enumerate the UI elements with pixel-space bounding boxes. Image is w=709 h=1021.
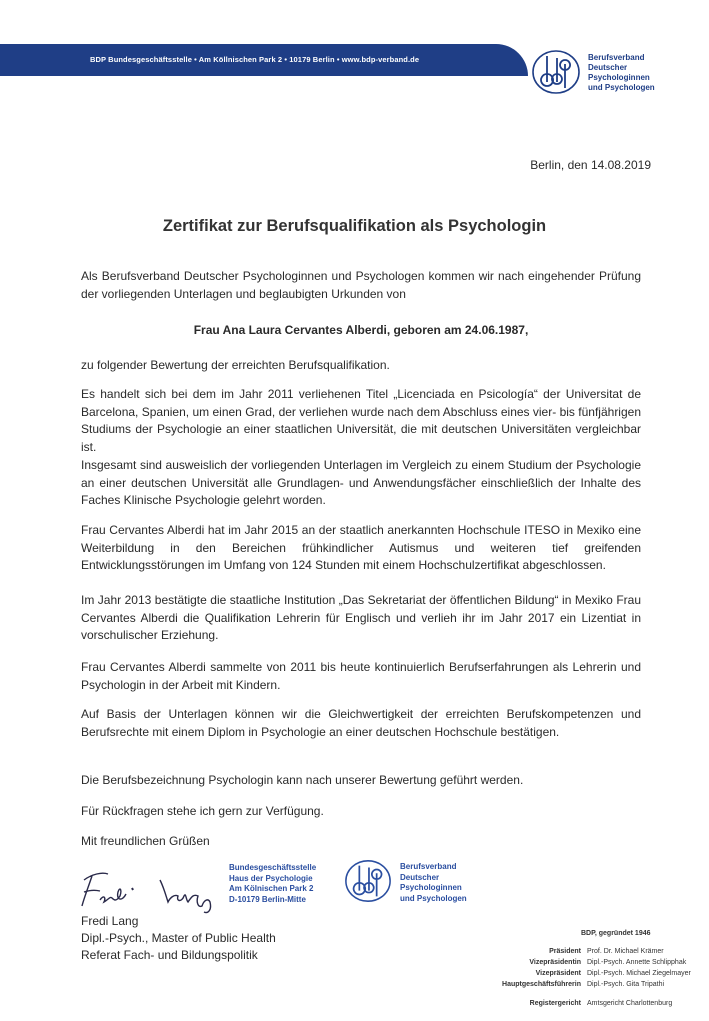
stamp-line: Haus der Psychologie — [229, 873, 313, 883]
paragraph-lead: zu folgender Bewertung der erreichten Berufsqualifikation. — [81, 358, 390, 372]
stamp-org-line: und Psychologen — [400, 893, 467, 903]
document-title: Zertifikat zur Berufsqualifikation als Psychologin — [162, 217, 547, 235]
board-member: Dipl.-Psych. Michael Ziegelmayer — [587, 970, 691, 977]
paragraph-further-training: Frau Cervantes Alberdi hat im Jahr 2015 an der staatlich anerkannten Hochschule ITESO in Mexiko eine Weiterbildung in den Bereichen frühkindlicher Autismus und weiteren tief greifenden Entwicklungsstörungen im Umfang von 124 Stunden mit einem Hochschulzertifikat abgeschlossen. — [81, 523, 641, 572]
stamp-line: D-10179 Berlin-Mitte — [229, 894, 306, 904]
bdp-logo-icon — [530, 48, 582, 96]
signer-name: Fredi Lang — [81, 914, 139, 928]
paragraph-experience: Frau Cervantes Alberdi sammelte von 2011 bis heute kontinuierlich Berufserfahrungen als Lehrerin und Psychologin in der Arbeit mit Kindern. — [81, 660, 641, 692]
footer-board — [502, 928, 699, 1009]
header-address: BDP Bundesgeschäftsstelle • Am Köllnischen Park 2 • 10179 Berlin • www.bdp-verband.de — [90, 55, 420, 64]
paragraph-teacher-qualification: Im Jahr 2013 bestätigte die staatliche Institution „Das Sekretariat der öffentlichen Bildung“ in Mexiko Frau Cervantes Alberdi die Qualifikation Lehrerin für Englisch und verlieh ihr im Jahr 2017 ein Lizentiat in vorschulischer Erziehung. — [81, 593, 641, 642]
letter-date: Berlin, den 14.08.2019 — [530, 158, 651, 172]
board-member: Dipl.-Psych. Annette Schlipphak — [587, 959, 687, 966]
stamp-line: Bundesgeschäftsstelle — [229, 863, 317, 872]
board-member: Prof. Dr. Michael Krämer — [587, 948, 664, 955]
signer-department: Referat Fach- und Bildungspolitik — [81, 948, 258, 962]
org-line: und Psychologen — [588, 83, 655, 92]
stamp-line: Am Kölnischen Park 2 — [229, 884, 314, 893]
board-member: Dipl.-Psych. Gita Tripathi — [587, 981, 665, 988]
paragraph-title-permission: Die Berufsbezeichnung Psychologin kann nach unserer Bewertung geführt werden. — [81, 773, 524, 787]
header-org-name — [588, 53, 655, 93]
paragraph-degree: Es handelt sich bei dem im Jahr 2011 verliehenen Titel „Licenciada en Psicología“ der Universitat de Barcelona, Spanien, um einen Grad, der verliehen wurde nach dem Abschluss eines vier- bis fünfjährigen Studiums der Psychologie an einer staatlichen Universität, die mit deutschen Universitäten vergleichbar ist. — [81, 387, 641, 454]
board-role: Vizepräsidentin — [529, 959, 581, 966]
founded-note: BDP, gegründet 1946 — [581, 930, 651, 937]
register-court: Amtsgericht Charlottenburg — [587, 1000, 673, 1007]
stamp-logo-icon — [343, 857, 393, 905]
board-role: Hauptgeschäftsführerin — [502, 981, 581, 988]
org-line: Deutscher — [588, 63, 628, 72]
org-line: Berufsverband — [588, 53, 645, 62]
paragraph-equivalence: Auf Basis der Unterlagen können wir die Gleichwertigkeit der erreichten Berufskompetenzen und Berufsrechte mit einem Diplom in Psychologie an einer deutschen Hochschule bestätigen. — [81, 707, 641, 739]
stamp-org-name — [400, 862, 467, 904]
board-role: Vizepräsident — [535, 970, 581, 977]
subject-line: Frau Ana Laura Cervantes Alberdi, geboren am 24.06.1987, — [193, 323, 529, 337]
board-role: Präsident — [549, 948, 581, 955]
paragraph-curriculum: Insgesamt sind ausweislich der vorliegenden Unterlagen im Vergleich zu einem Studium der Psychologie an einer deutschen Universität alle Grundlagen- und Anwendungsfächer einschließlich der Inhalte des Faches Klinische Psychologie gelehrt worden. — [81, 458, 641, 507]
closing-greeting: Mit freundlichen Grüßen — [81, 834, 210, 848]
paragraph-intro: Als Berufsverband Deutscher Psychologinnen und Psychologen kommen wir nach eingehender Prüfung der vorliegenden Unterlagen und beglaubigten Urkunden von — [81, 269, 641, 301]
paragraph-contact: Für Rückfragen stehe ich gern zur Verfügung. — [81, 804, 324, 818]
register-court-label: Registergericht — [529, 1000, 581, 1007]
org-line: Psychologinnen — [588, 73, 650, 82]
stamp-org-line: Psychologinnen — [400, 883, 462, 892]
stamp-org-line: Deutscher — [400, 872, 440, 882]
stamp-org-line: Berufsverband — [400, 862, 457, 871]
signer-block — [81, 913, 276, 964]
official-stamp-address — [229, 863, 316, 905]
signer-title: Dipl.-Psych., Master of Public Health — [81, 931, 276, 945]
handwritten-signature — [70, 860, 230, 915]
